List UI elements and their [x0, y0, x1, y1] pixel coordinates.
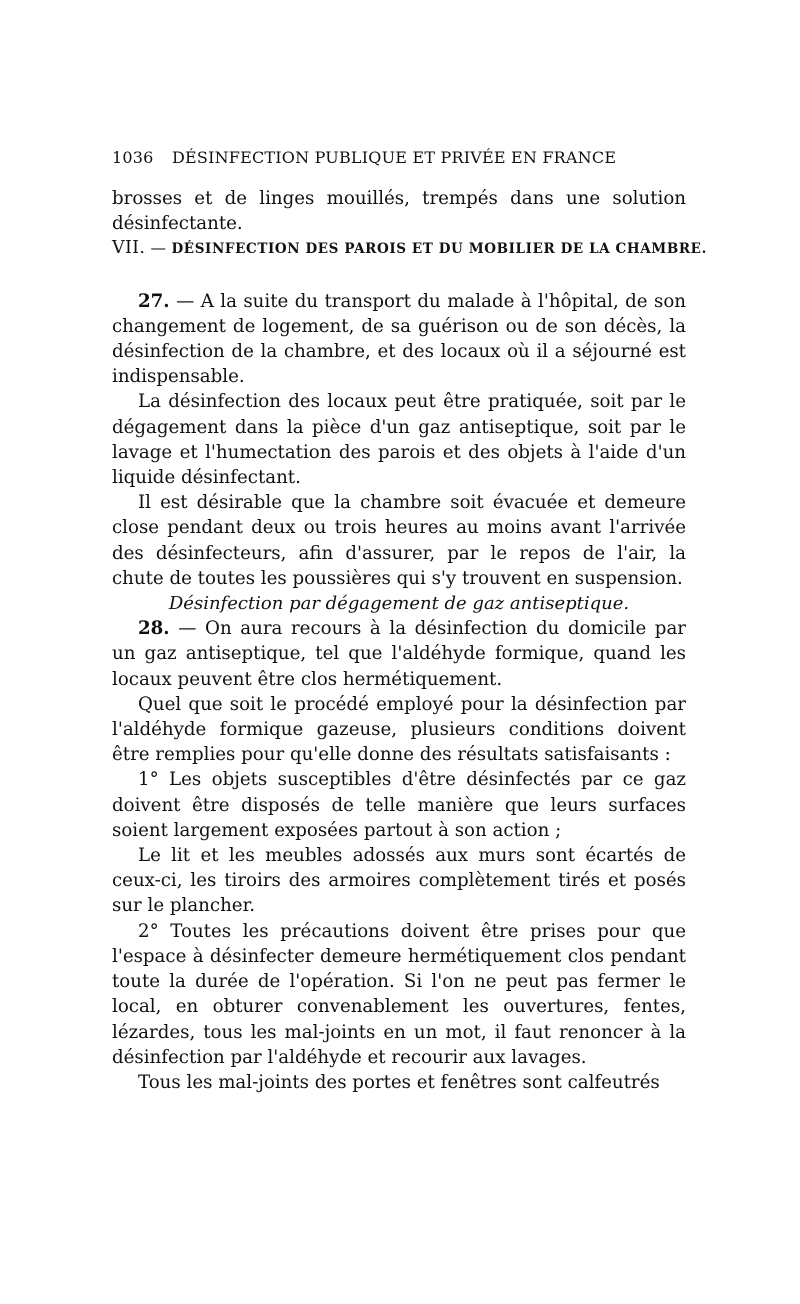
article-28-paragraph	[112, 616, 686, 692]
article-28-paragraph-5: 2° Toutes les précautions doivent être prises pour que l'espace à désinfecter demeure hermétiquement clos pendant toute la durée de l'opération. Si l'on ne peut pas fermer le local, en obturer convenablement les ouvertures, fentes, lézardes, tous les mal-joints en un mot, il faut renoncer à la désinfection par l'aldéhyde et recourir aux lavages.	[112, 920, 686, 1068]
article-27-number: 27.	[138, 290, 170, 312]
article-28-lead: — On aura recours à la désinfection du domicile par un gaz antiseptique, tel que l'aldéhyde formique, quand les locaux peuvent être clos hermétiquement.	[112, 618, 686, 690]
article-28-paragraph-4: Le lit et les meubles adossés aux murs sont écartés de ceux-ci, les tiroirs des armoires complètement tirés et posés sur le plancher.	[112, 845, 686, 917]
body-text	[112, 186, 707, 1095]
article-28-paragraph-6: Tous les mal-joints des portes et fenêtres sont calfeutrés	[138, 1071, 660, 1093]
section-heading	[112, 236, 707, 262]
article-28-paragraph-3: 1° Les objets susceptibles d'être désinfectés par ce gaz doivent être disposés de telle manière que leurs surfaces soient largement exposées partout à son action ;	[112, 769, 686, 841]
book-page	[112, 148, 707, 1095]
section-number: VII.	[112, 238, 146, 259]
article-28-number: 28.	[138, 618, 170, 640]
page-number: 1036	[112, 148, 154, 167]
section-title: DÉSINFECTION DES PAROIS ET DU MOBILIER DE LA CHAMBRE.	[171, 241, 707, 258]
subheading: Désinfection par dégagement de gaz antiseptique.	[168, 593, 630, 615]
article-27-paragraph-2: La désinfection des locaux peut être pratiquée, soit par le dégagement dans la pièce d'un gaz antiseptique, soit par le lavage et l'humectation des parois et des objets à l'aide d'un liquide désinfectant.	[112, 391, 686, 489]
continuation-paragraph: brosses et de linges mouillés, trempés dans une solution désinfectante.	[112, 188, 686, 235]
article-27-paragraph-3: Il est désirable que la chambre soit évacuée et demeure close pendant deux ou trois heures au moins avant l'arrivée des désinfecteurs, afin d'assurer, par le repos de l'air, la chute de toutes les poussières qui s'y trouvent en suspension.	[112, 492, 686, 589]
running-title: DÉSINFECTION PUBLIQUE ET PRIVÉE EN FRANCE	[172, 148, 617, 167]
section-dash: —	[145, 239, 172, 258]
article-28-paragraph-2: Quel que soit le procédé employé pour la désinfection par l'aldéhyde formique gazeuse, plusieurs conditions doivent être remplies pour qu'elle donne des résultats satisfaisants :	[112, 693, 686, 766]
article-27-paragraph	[112, 289, 686, 390]
article-27-lead: — A la suite du transport du malade à l'hôpital, de son changement de logement, de sa guérison ou de son décès, la désinfection de la chambre, et des locaux où il a séjourné est indispensable.	[112, 290, 686, 388]
running-header	[112, 148, 686, 172]
